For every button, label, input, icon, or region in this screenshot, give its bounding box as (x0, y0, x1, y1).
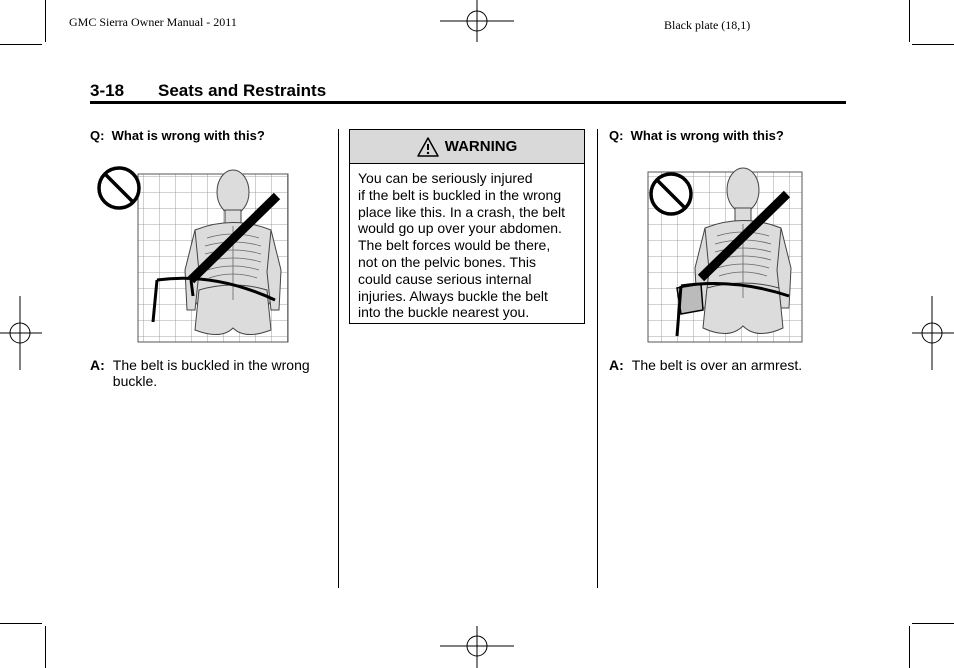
answer-text: The belt is over an armrest. (631, 357, 803, 373)
answer-label: A: (609, 357, 624, 373)
registration-mark-right (912, 296, 954, 370)
crop-mark (45, 626, 46, 668)
warning-header (350, 130, 584, 164)
column-divider (338, 129, 339, 588)
answer-1 (90, 357, 330, 389)
warning-text (350, 164, 584, 327)
answer-line: buckle. (112, 373, 158, 389)
crop-mark (0, 623, 42, 624)
section-rule (90, 101, 846, 104)
caution-icon (417, 137, 439, 157)
warning-line: into the buckle nearest you. (358, 304, 530, 321)
header-plate: Black plate (18,1) (664, 18, 751, 32)
section-title: Seats and Restraints (158, 81, 327, 100)
header-manual-title: GMC Sierra Owner Manual - 2011 (69, 15, 237, 29)
warning-line: would go up over your abdomen. (358, 220, 562, 237)
question-1: Q: What is wrong with this? (90, 128, 265, 143)
warning-line: could cause serious internal (358, 270, 532, 287)
column-divider (597, 129, 598, 588)
crop-mark (912, 44, 954, 45)
warning-line: The belt forces would be there, (358, 237, 551, 254)
question-2: Q: What is wrong with this? (609, 128, 784, 143)
registration-mark-bottom (440, 626, 514, 668)
registration-mark-left (0, 296, 42, 370)
warning-line: not on the pelvic bones. This (358, 253, 536, 270)
crop-mark (912, 623, 954, 624)
warning-box (349, 129, 585, 324)
crop-mark (0, 44, 42, 45)
warning-line: injuries. Always buckle the belt (358, 287, 548, 304)
crop-mark (909, 626, 910, 668)
belt-wrong-buckle-illustration (95, 160, 295, 346)
belt-over-armrest-illustration (645, 160, 810, 346)
crop-mark (45, 0, 46, 42)
registration-mark-top (440, 0, 514, 42)
section-number: 3-18 (90, 81, 125, 100)
warning-title: WARNING (444, 138, 518, 155)
warning-line: if the belt is buckled in the wrong (358, 186, 562, 203)
warning-line: You can be seriously injured (358, 170, 533, 186)
answer-label: A: (90, 357, 105, 373)
answer-2 (609, 357, 802, 373)
crop-mark (909, 0, 910, 42)
warning-line: place like this. In a crash, the belt (358, 203, 565, 220)
answer-line: The belt is buckled in the wrong (112, 357, 310, 373)
